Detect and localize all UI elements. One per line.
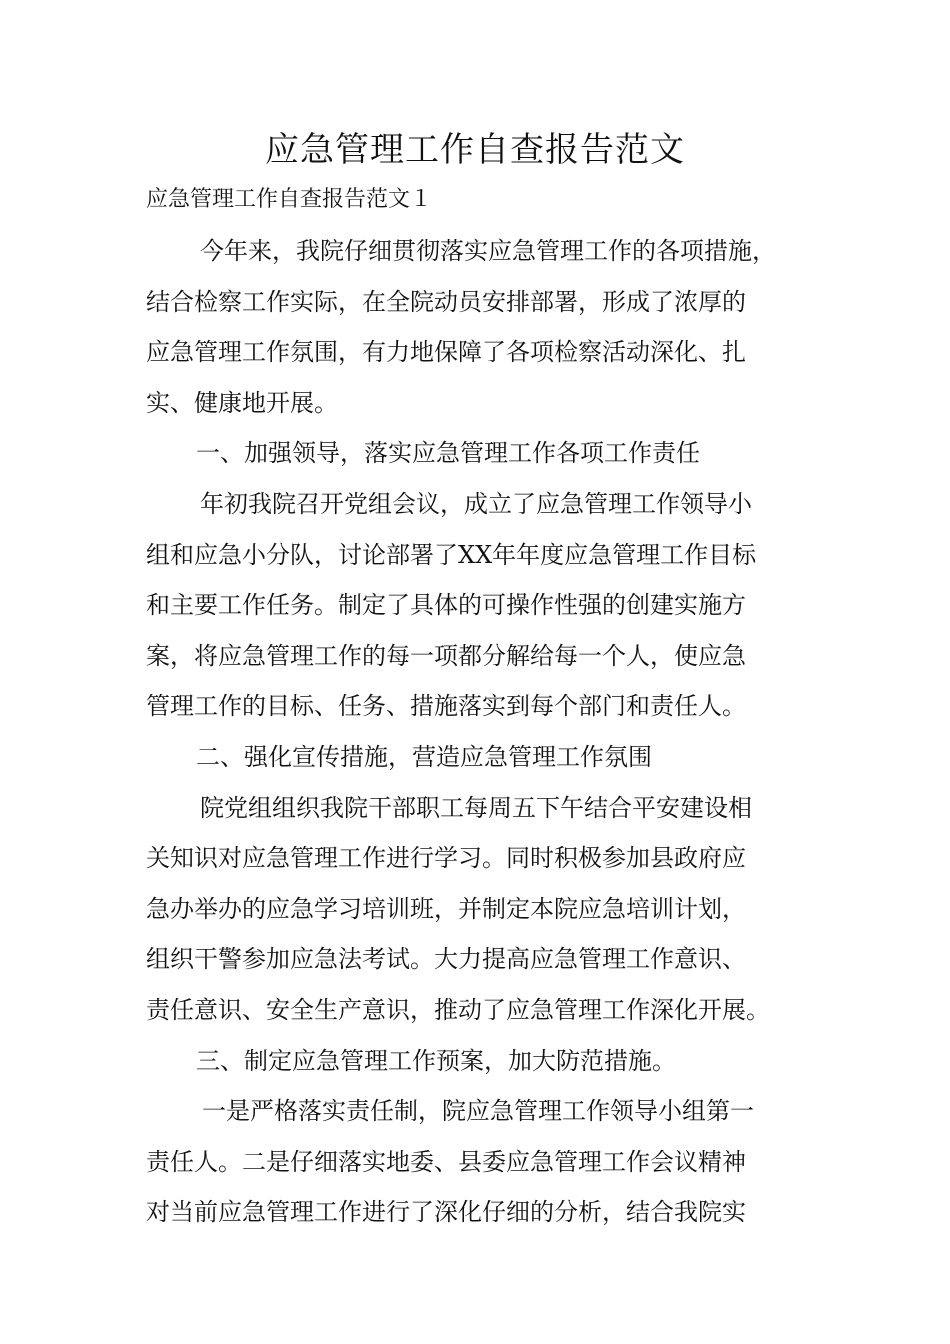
paragraph-line: 组和应急小分队，讨论部署了XX年年度应急管理工作目标 [146,540,757,569]
paragraph-line: 院党组组织我院干部职工每周五下午结合平安建设相 [200,793,752,822]
paragraph-line: 责任人。二是仔细落实地委、县委应急管理工作会议精神 [146,1147,746,1176]
paragraph-line: 组织干警参加应急法考试。大力提高应急管理工作意识、 [146,945,746,974]
paragraph-line: 三、制定应急管理工作预案，加大防范措施。 [196,1046,676,1075]
paragraph-line: 案，将应急管理工作的每一项都分解给每一个人，使应急 [146,641,746,670]
paragraph-line: 应急管理工作氛围，有力地保障了各项检察活动深化、扎 [146,338,746,367]
paragraph-line: 实、健康地开展。 [146,388,338,417]
paragraph-line: 管理工作的目标、任务、措施落实到每个部门和责任人。 [146,692,746,721]
document-subtitle: 应急管理工作自查报告范文１ [146,187,433,212]
paragraph-line: 急办举办的应急学习培训班，并制定本院应急培训计划， [146,894,746,923]
paragraph-line: 对当前应急管理工作进行了深化仔细的分析，结合我院实 [146,1198,746,1227]
paragraph-line: 年初我院召开党组会议，成立了应急管理工作领导小 [200,489,752,518]
paragraph-line: 结合检察工作实际，在全院动员安排部署，形成了浓厚的 [146,287,746,316]
paragraph-line: 和主要工作任务。制定了具体的可操作性强的创建实施方 [146,591,746,620]
document-title: 应急管理工作自查报告范文 [265,130,685,170]
paragraph-line: 责任意识、安全生产意识，推动了应急管理工作深化开展。 [146,995,770,1024]
paragraph-line: 一是严格落实责任制，院应急管理工作领导小组第一 [202,1097,754,1126]
paragraph-line: 一、加强领导，落实应急管理工作各项工作责任 [196,439,700,468]
document-body [146,226,836,1238]
paragraph-line: 二、强化宣传措施，营造应急管理工作氛围 [196,742,652,771]
paragraph-line: 今年来，我院仔细贯彻落实应急管理工作的各项措施， [200,237,776,265]
paragraph-line: 关知识对应急管理工作进行学习。同时积极参加县政府应 [146,844,746,873]
